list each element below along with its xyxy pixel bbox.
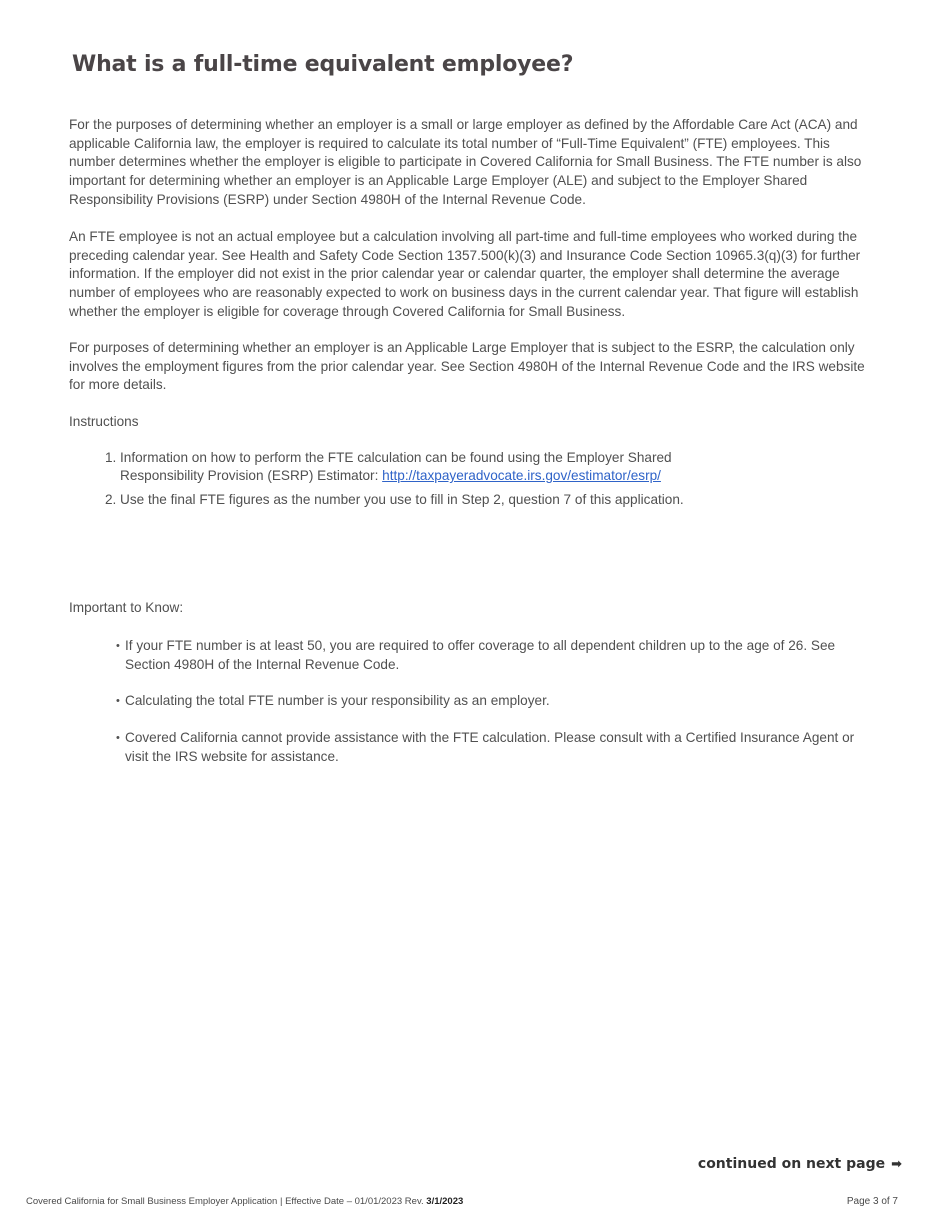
- important-heading: Important to Know:: [69, 600, 184, 615]
- important-item: [116, 692, 866, 711]
- esrp-estimator-link[interactable]: http://taxpayeradvocate.irs.gov/estimator/esrp/: [382, 468, 661, 483]
- footer-page-number: Page 3 of 7: [846, 1196, 898, 1207]
- footer-document-text: Covered California for Small Business Employer Application | Effective Date – 01/01/2023 Rev.: [26, 1196, 424, 1207]
- continued-text: continued on next page: [697, 1156, 886, 1172]
- instruction-text: Use the final FTE figures as the number you use to fill in Step 2, question 7 of this application.: [120, 492, 684, 507]
- esrp-paragraph: For purposes of determining whether an employer is an Applicable Large Employer that is subject to the ESRP, the calculation only involves the employment figures from the prior calendar year. See Section 4980H of the Internal Revenue Code and the IRS website for more details.: [69, 340, 865, 393]
- footer-revision-date: 3/1/2023: [426, 1196, 464, 1207]
- important-item: [116, 637, 866, 674]
- important-list: [116, 637, 866, 785]
- instruction-text: Information on how to perform the FTE calculation can be found using the Employer Shared Responsibility Provision (ESRP) Estimator:: [120, 450, 672, 483]
- instructions-heading: Instructions: [69, 414, 139, 429]
- instruction-item: [105, 449, 725, 485]
- page-title: What is a full-time equivalent employee?: [72, 52, 574, 77]
- continued-notice: [698, 1156, 902, 1172]
- bullet-icon: •: [116, 732, 120, 745]
- important-text: If your FTE number is at least 50, you are required to offer coverage to all dependent children up to the age of 26. See Section 4980H of the Internal Revenue Code.: [125, 638, 836, 672]
- right-arrow-icon: ➡: [891, 1157, 902, 1172]
- important-item: [116, 729, 866, 766]
- intro-paragraph: For the purposes of determining whether an employer is a small or large employer as defined by the Affordable Care Act (ACA) and applicable California law, the employer is required to calculate its total number of “Full-Time Equivalent” (FTE) employees. This number determines whether the employer is eligible to participate in Covered California for Small Business. The FTE number is also important for determining whether an employer is an Applicable Large Employer (ALE) and subject to the Employer Shared Responsibility Provisions (ESRP) under Section 4980H of the Internal Revenue Code.: [69, 117, 862, 207]
- instruction-number: 1.: [105, 450, 117, 465]
- fte-definition-paragraph: An FTE employee is not an actual employee but a calculation involving all part-time and full-time employees who worked during the preceding calendar year. See Health and Safety Code Section 1357.500(k)(3) and Insurance Code Section 10965.3(q)(3) for further information. If the employer did not exist in the prior calendar year or calendar quarter, the employer shall determine the average number of employees who are reasonably expected to work on business days in the current calendar year. That figure will establish whether the employer is eligible for coverage through Covered California for Small Business.: [69, 229, 861, 319]
- bullet-icon: •: [116, 640, 120, 652]
- important-text: Calculating the total FTE number is your responsibility as an employer.: [125, 693, 550, 709]
- instructions-list: [105, 449, 725, 515]
- instruction-item: [105, 491, 725, 509]
- instruction-number: 2.: [105, 492, 117, 507]
- bullet-icon: •: [116, 695, 120, 708]
- important-text: Covered California cannot provide assistance with the FTE calculation. Please consult with a Certified Insurance Agent or visit the IRS website for assistance.: [125, 730, 855, 764]
- footer-document-info: [26, 1196, 463, 1207]
